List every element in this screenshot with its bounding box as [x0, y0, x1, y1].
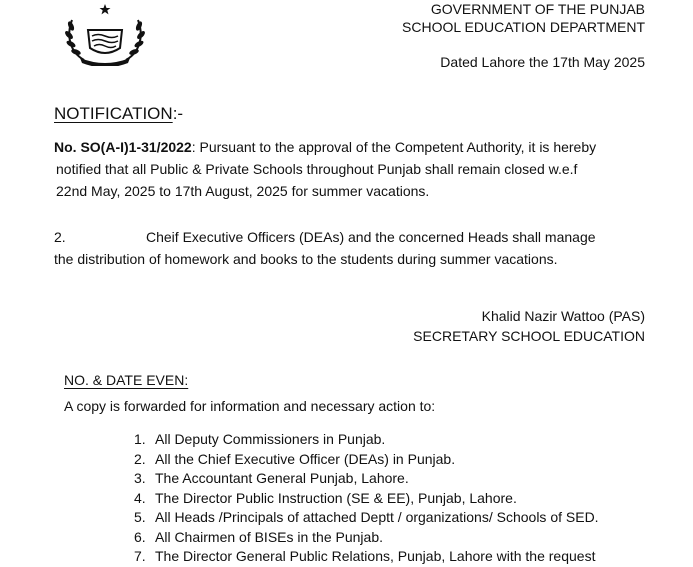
list-item [134, 450, 599, 470]
notification-title-suffix: :- [172, 104, 184, 123]
paragraph-2-line-2: the distribution of homework and books to the students during summer vacations. [54, 251, 558, 267]
header-government-title: GOVERNMENT OF THE PUNJAB [430, 1, 645, 17]
copy-forwarded-list [134, 430, 599, 567]
list-item [134, 547, 599, 567]
notification-reference-number: No. SO(A-I)1-31/2022 [54, 139, 192, 155]
header-department-title: SCHOOL EDUCATION DEPARTMENT [402, 19, 645, 35]
paragraph-1-line-1: : Pursuant to the approval of the Competent Authority, it is hereby [191, 139, 597, 155]
list-item-number: 1. [134, 431, 146, 447]
notification-title: NOTIFICATION [54, 104, 173, 123]
list-item-number: 6. [134, 528, 146, 545]
list-item-text: All Heads /Principals of attached Deptt / organizations/ Schools of SED. [155, 509, 599, 525]
signatory-name: Khalid Nazir Wattoo (PAS) [481, 308, 645, 324]
paragraph-1-line-2: notified that all Public & Private Schools throughout Punjab shall remain closed w.e.f [56, 161, 578, 177]
paragraph-2-line-1: Cheif Executive Officers (DEAs) and the concerned Heads shall manage [146, 229, 596, 245]
signatory-designation: SECRETARY SCHOOL EDUCATION [413, 328, 645, 344]
list-item-text: The Director General Public Relations, Punjab, Lahore with the request [155, 548, 596, 564]
notification-paragraph-1 [54, 136, 644, 202]
list-item-number: 4. [134, 489, 146, 506]
notification-paragraph-2 [54, 226, 644, 270]
list-item-text: All Deputy Commissioners in Punjab. [155, 431, 386, 447]
endorsement-heading: NO. & DATE EVEN: [64, 372, 189, 388]
list-item-number: 7. [134, 548, 146, 564]
list-item [134, 430, 599, 450]
list-item-number: 2. [134, 450, 146, 467]
punjab-government-emblem-icon [62, 2, 148, 66]
list-item-number: 3. [134, 470, 146, 486]
endorsement-intro: A copy is forwarded for information and necessary action to: [64, 398, 436, 414]
dated-line: Dated Lahore the 17th May 2025 [440, 54, 645, 70]
list-item-number: 5. [134, 509, 146, 525]
paragraph-2-number: 2. [54, 229, 66, 245]
list-item-text: The Accountant General Punjab, Lahore. [155, 470, 409, 486]
list-item [134, 489, 599, 509]
list-item [134, 508, 599, 528]
list-item [134, 528, 599, 548]
list-item [134, 469, 599, 489]
list-item-text: All the Chief Executive Officer (DEAs) in Punjab. [155, 450, 456, 467]
list-item-text: The Director Public Instruction (SE & EE), Punjab, Lahore. [155, 489, 517, 506]
paragraph-1-line-3: 22nd May, 2025 to 17th August, 2025 for summer vacations. [56, 183, 430, 199]
list-item-text: All Chairmen of BISEs in the Punjab. [155, 528, 384, 545]
notification-heading [54, 104, 183, 124]
